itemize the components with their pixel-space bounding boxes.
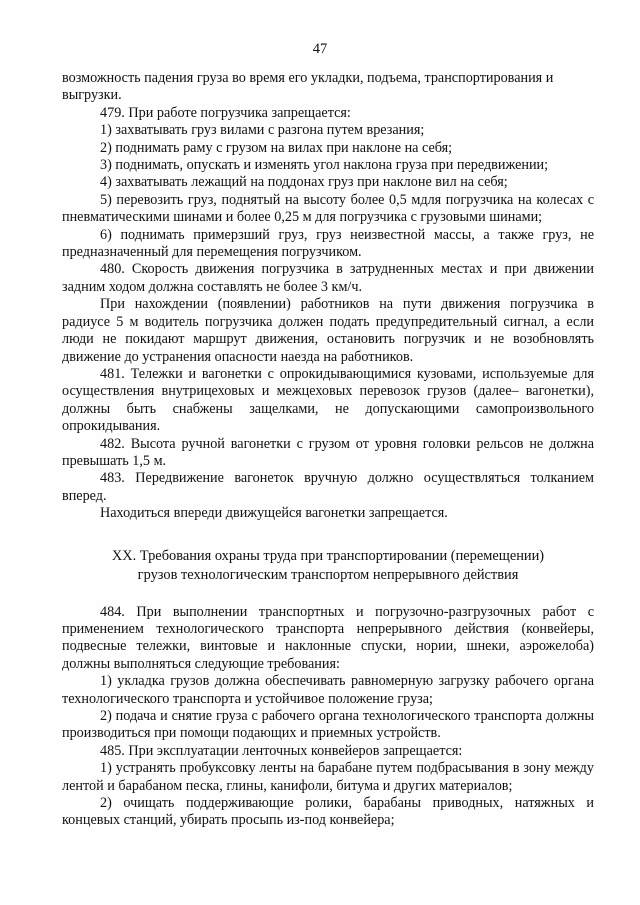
paragraph: 485. При эксплуатации ленточных конвейеров запрещается: (100, 742, 463, 759)
page-number: 47 (312, 41, 328, 57)
paragraph: 479. При работе погрузчика запрещается: (100, 104, 351, 121)
list-item: 2) очищать поддерживающие ролики, барабаны приводных, натяжных и концевых станций, убирать просыпь из-под конвейера; (62, 795, 594, 829)
list-item: 2) поднимать раму с грузом на вилах при наклоне на себя; (100, 139, 453, 156)
paragraph: 483. Передвижение вагонеток вручную должно осуществляться толканием вперед. (62, 470, 594, 504)
document-body (62, 70, 594, 830)
paragraph: 482. Высота ручной вагонетки с грузом от уровня головки рельсов не должна превышать 1,5 м. (62, 435, 594, 469)
list-item: 2) подача и снятие груза с рабочего органа технологического транспорта должны производиться при помощи подающих и приемных устройств. (62, 708, 594, 742)
list-item: 1) захватывать груз вилами с разгона путем врезания; (100, 122, 425, 139)
list-item: 4) захватывать лежащий на поддонах груз при наклоне вил на себя; (100, 174, 508, 191)
list-item: 5) перевозить груз, поднятый на высоту более 0,5 мдля погрузчика на колесах с пневматическими шинами и более 0,25 м для погрузчика с грузовыми шинами; (62, 191, 594, 226)
paragraph: Находиться впереди движущейся вагонетки запрещается. (100, 505, 448, 522)
section-heading-line: грузов технологическим транспортом непрерывного действия (137, 566, 519, 583)
paragraph: 481. Тележки и вагонетки с опрокидывающимися кузовами, используемые для осуществления внутрицеховых и межцеховых перевозок грузов (далее– вагонетки), должны быть снабжены защелками, не допускающими самопроизвольного опрокидывания. (62, 365, 594, 435)
section-heading-line: XX. Требования охраны труда при транспортировании (перемещении) (111, 547, 545, 564)
section-heading (62, 547, 594, 585)
list-item: 3) поднимать, опускать и изменять угол наклона груза при передвижении; (100, 157, 549, 174)
paragraph: 480. Скорость движения погрузчика в затрудненных местах и при движении задним ходом должна составлять не более 3 км/ч. (62, 261, 594, 295)
paragraph: 484. При выполнении транспортных и погрузочно-разгрузочных работ с применением технологического транспорта непрерывного действия (конвейеры, подвесные тележки, винтовые и наклонные спуски, нории, шнеки, аэрожелоба) должны выполняться следующие требования: (62, 603, 594, 672)
list-item: 6) поднимать примерзший груз, груз неизвестной массы, а также груз, не предназначенный для перемещения погрузчиком. (62, 226, 594, 261)
paragraph: При нахождении (появлении) работников на пути движения погрузчика в радиусе 5 м водитель погрузчика должен подать предупредительный сигнал, а если люди не покидают маршрут движения, остановить погрузчик и не возобновлять движение до устранения опасности наезда на работников. (62, 296, 594, 365)
list-item: 1) укладка грузов должна обеспечивать равномерную загрузку рабочего органа технологического транспорта и устойчивое положение груза; (62, 673, 594, 707)
paragraph: возможность падения груза во время его укладки, подъема, транспортирования и выгрузки. (62, 70, 554, 104)
list-item: 1) устранять пробуксовку ленты на барабане путем подбрасывания в зону между лентой и барабаном песка, глины, канифоли, битума и других материалов; (62, 760, 594, 794)
